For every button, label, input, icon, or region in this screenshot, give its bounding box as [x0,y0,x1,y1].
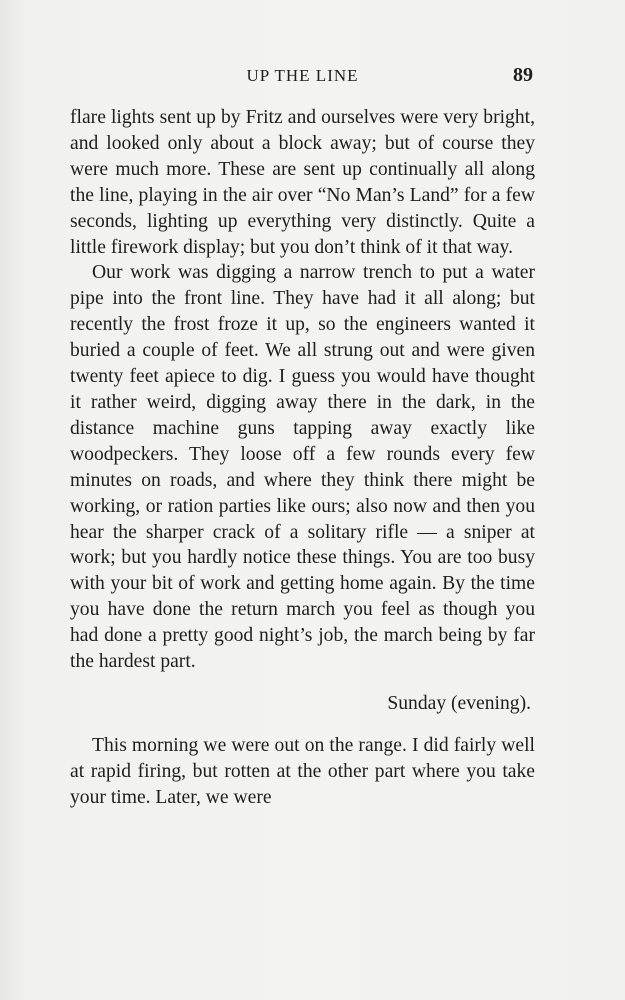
paragraph: This morning we were out on the range. I did fairly well at rapid firing, but rotten at the other part where you take your time. Later, we were [70,734,535,808]
dateline: Sunday (evening). [387,692,531,714]
page-header [70,66,535,90]
body-text [70,105,535,811]
paragraph-continued: flare lights sent up by Fritz and ourselves were very bright, and looked only about a block away; but of course they were much more. These are sent up continually all along the line, playing in the air over “No Man’s Land” for a few seconds, lighting up everything very distinctly. Quite a little firework display; but you don’t think of it that way. [70,107,535,258]
paragraph: Our work was digging a narrow trench to put a water pipe into the front line. They have had it all along; but recently the frost froze it up, so the engineers wanted it buried a couple of feet. We all strung out and were given twenty feet apiece to dig. I guess you would have thought it rather weird, digging away there in the dark, in the distance machine guns tapping away exactly like woodpeckers. They loose off a few rounds every few minutes on roads, and where they think there might be working, or ration parties like ours; also now and then you hear the sharper crack of a solitary rifle — a sniper at work; but you hardly notice these things. You are too busy with your bit of work and getting home again. By the time you have done the return march you feel as though you had done a pretty good night’s job, the march being by far the hardest part. [70,262,535,673]
running-head: UP THE LINE [246,66,359,85]
page-number: 89 [513,64,533,86]
